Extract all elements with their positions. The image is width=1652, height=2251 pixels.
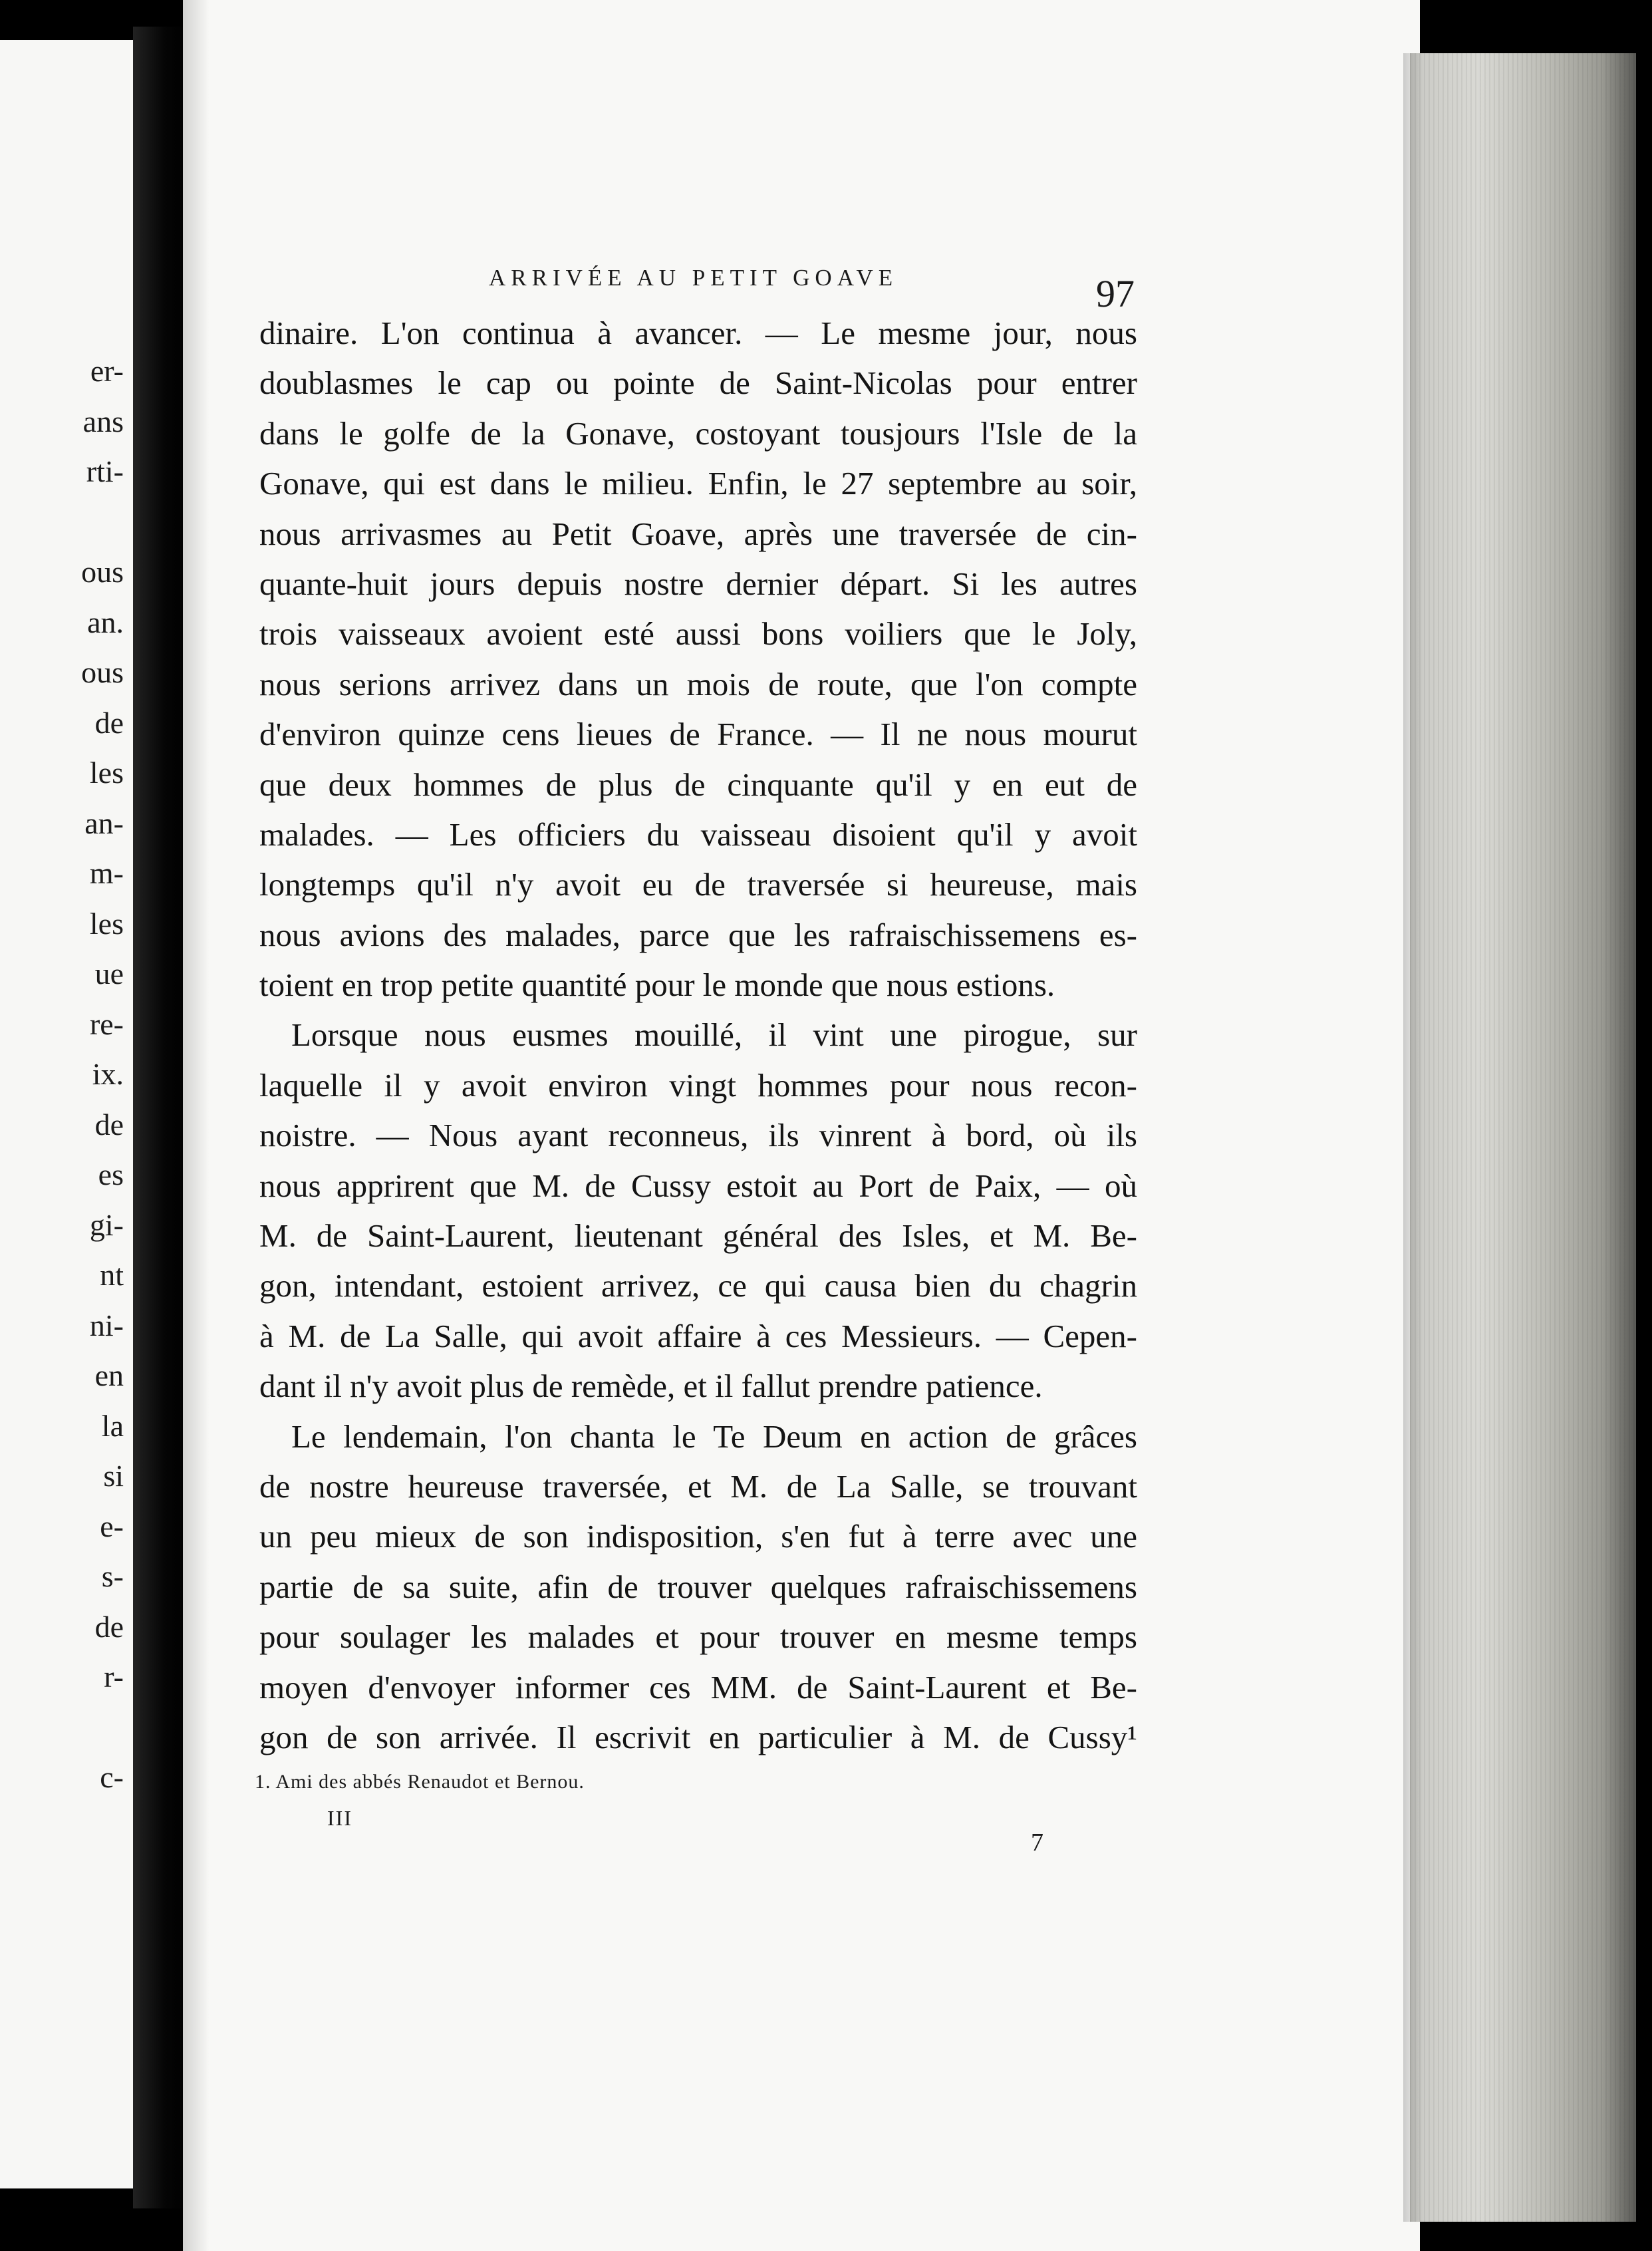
text-line: gon de son arrivée. Il escrivit en particulier à M. de Cussy¹ xyxy=(259,1718,1137,1755)
text-line: Gonave, qui est dans le milieu. Enfin, le 27 septembre au soir, xyxy=(259,465,1137,502)
book-page-edges xyxy=(1410,53,1636,2222)
left-page-fragment: de xyxy=(94,705,124,740)
text-line: M. de Saint-Laurent, lieutenant général des Isles, et M. Be- xyxy=(259,1217,1137,1255)
text-line: nous arrivasmes au Petit Goave, après une traversée de cin- xyxy=(259,515,1137,552)
left-page-fragment: la xyxy=(101,1408,124,1443)
paragraph xyxy=(259,308,1137,1010)
left-page-fragment: ue xyxy=(94,957,124,990)
left-page-fragment: ni- xyxy=(89,1308,124,1342)
text-line: moyen d'envoyer informer ces MM. de Saint-Laurent et Be- xyxy=(259,1668,1137,1706)
text-line: Lorsque nous eusmes mouillé, il vint une pirogue, sur xyxy=(291,1016,1137,1054)
text-line: dant il n'y avoit plus de remède, et il fallut prendre patience. xyxy=(259,1368,1043,1405)
text-line: noistre. — Nous ayant reconneus, ils vinrent à bord, où ils xyxy=(259,1117,1137,1154)
page-number: 97 xyxy=(1096,272,1135,315)
text-line: gon, intendant, estoient arrivez, ce qui causa bien du chagrin xyxy=(259,1267,1137,1304)
text-line: doublasmes le cap ou pointe de Saint-Nicolas pour entrer xyxy=(259,365,1137,402)
text-line: Le lendemain, l'on chanta le Te Deum en action de grâces xyxy=(291,1418,1137,1455)
left-page-fragment: er- xyxy=(90,354,124,388)
left-page-fragment: r- xyxy=(104,1660,124,1694)
left-facing-page xyxy=(0,40,143,2188)
text-line: que deux hommes de plus de cinquante qu'il y en eut de xyxy=(259,766,1137,803)
left-page-fragment: gi- xyxy=(89,1207,124,1242)
left-page-fragment: rti- xyxy=(86,454,124,488)
paragraph xyxy=(259,1412,1137,1763)
footnote: 1. Ami des abbés Renaudot et Bernou. xyxy=(255,1771,585,1793)
left-page-fragment: an. xyxy=(87,605,124,639)
text-line: nous avions des malades, parce que les rafraischissemens es- xyxy=(259,916,1137,953)
volume-signature-mark: III xyxy=(327,1806,352,1830)
text-line: partie de sa suite, afin de trouver quelques rafraischissemens xyxy=(259,1568,1137,1605)
left-page-fragment: les xyxy=(89,756,124,790)
left-page-gutter xyxy=(133,27,186,2208)
text-line: pour soulager les malades et pour trouver en mesme temps xyxy=(259,1618,1137,1656)
text-line: nous apprirent que M. de Cussy estoit au Port de Paix, — où xyxy=(259,1167,1137,1204)
left-page-fragment: re- xyxy=(89,1006,124,1041)
left-page-fragment: en xyxy=(94,1358,124,1392)
book-edge-shadow xyxy=(1403,53,1423,2222)
text-line: nous serions arrivez dans un mois de route, que l'on compte xyxy=(259,665,1137,702)
text-line: de nostre heureuse traversée, et M. de La Salle, se trouvant xyxy=(259,1467,1137,1505)
text-line: laquelle il y avoit environ vingt hommes pour nous recon- xyxy=(259,1066,1137,1104)
text-line: à M. de La Salle, qui avoit affaire à ces Messieurs. — Cepen- xyxy=(259,1317,1137,1354)
left-page-fragment xyxy=(0,497,133,547)
left-page-fragment: les xyxy=(89,906,124,941)
text-line: dinaire. L'on continua à avancer. — Le mesme jour, nous xyxy=(259,315,1137,351)
text-line: longtemps qu'il n'y avoit eu de traversée si heureuse, mais xyxy=(259,866,1137,903)
left-page-fragment: e- xyxy=(100,1509,124,1543)
text-line: un peu mieux de son indisposition, s'en fut à terre avec une xyxy=(259,1518,1137,1555)
left-page-fragment: ans xyxy=(82,404,124,438)
running-title: ARRIVÉE AU PETIT GOAVE xyxy=(489,265,898,291)
body-text xyxy=(259,308,1137,1762)
text-line: d'environ quinze cens lieues de France. — Il ne nous mourut xyxy=(259,716,1137,753)
left-page-fragment: ix. xyxy=(92,1057,124,1091)
left-page-fragment: nt xyxy=(100,1258,124,1292)
gathering-number: 7 xyxy=(1031,1829,1043,1857)
left-page-fragment: s- xyxy=(101,1559,124,1593)
left-page-fragment: c- xyxy=(100,1760,124,1794)
text-line: trois vaisseaux avoient esté aussi bons voiliers que le Joly, xyxy=(259,615,1137,653)
left-page-fragment: ous xyxy=(81,555,124,589)
left-page-fragment: de xyxy=(94,1107,124,1141)
left-page-fragment: es xyxy=(98,1157,124,1191)
left-page-fragment: an- xyxy=(84,806,124,840)
text-line: toient en trop petite quantité pour le monde que nous estions. xyxy=(259,967,1055,1004)
left-page-fragment: ous xyxy=(81,655,124,689)
text-line: quante-huit jours depuis nostre dernier départ. Si les autres xyxy=(259,565,1137,602)
gutter-shadow xyxy=(183,0,209,2251)
left-page-fragment: m- xyxy=(89,856,124,890)
paragraph xyxy=(259,1010,1137,1411)
left-page-fragment xyxy=(0,1702,133,1753)
left-page-fragment: de xyxy=(94,1609,124,1644)
left-page-line-fragments xyxy=(0,346,133,1803)
left-page-fragment: si xyxy=(103,1459,124,1493)
text-line: malades. — Les officiers du vaisseau disoient qu'il y avoit xyxy=(259,816,1137,853)
text-line: dans le golfe de la Gonave, costoyant tousjours l'Isle de la xyxy=(259,414,1137,452)
